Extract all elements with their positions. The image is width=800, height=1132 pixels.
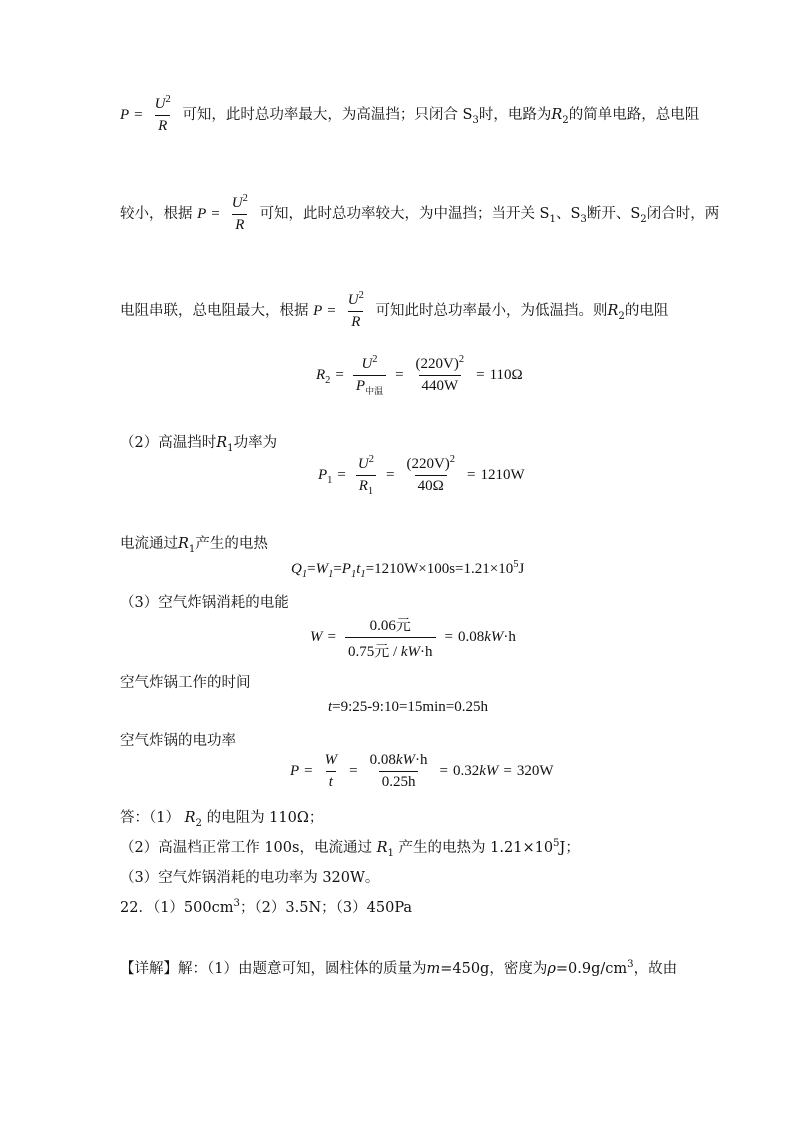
- symbol-t: t: [356, 561, 361, 577]
- unit-kw: kW: [479, 763, 499, 779]
- line-3-text: 可知此时总功率最小，为低温挡。则: [375, 303, 608, 319]
- equals-sign: =: [333, 561, 342, 577]
- equals-sign: =: [211, 206, 220, 222]
- time-calculation: =9:25-9:10=15min=0.25h: [332, 699, 488, 715]
- answer-1-prefix: 答：（1）: [120, 810, 180, 826]
- answer-3-text: （3）空气炸锅消耗的电功率为 320W。: [120, 870, 380, 886]
- subscript-medium: 中温: [365, 386, 384, 396]
- exponent: 2: [372, 354, 378, 365]
- symbol-r: R: [232, 214, 247, 234]
- symbol-r: R: [184, 810, 196, 826]
- part-2-text: （2）高温挡时: [120, 435, 217, 451]
- equals-sign: =: [335, 367, 344, 383]
- heat-calculation: =1210W×100s=1.21×10: [365, 561, 514, 577]
- line-1-text-3: 的简单电路，总电阻: [568, 107, 700, 123]
- exponent: 2: [242, 193, 248, 204]
- exponent: 2: [165, 94, 171, 105]
- exponent: 2: [368, 454, 374, 465]
- result-value: 0.32: [452, 763, 480, 779]
- symbol-u: U: [361, 356, 373, 372]
- unit-h: ·h: [420, 644, 433, 660]
- equals-sign: =: [349, 763, 358, 779]
- equation-power: [290, 752, 554, 791]
- equals-sign: =: [385, 467, 395, 483]
- equals-sign: =: [439, 763, 448, 779]
- subscript: 1: [387, 847, 394, 859]
- time-value: 0.25h: [379, 771, 419, 791]
- equals-sign: =: [337, 467, 346, 483]
- symbol-u: U: [357, 456, 369, 472]
- heat-intro: [120, 532, 268, 553]
- voltage-value: (220V): [415, 356, 459, 372]
- result-value: 110Ω: [489, 367, 523, 383]
- symbol-p: P: [290, 763, 300, 779]
- symbol-p: P: [341, 561, 351, 577]
- fraction-voltage-over-power: [413, 356, 468, 395]
- equation-energy: [310, 614, 516, 661]
- unit: J: [518, 561, 525, 577]
- equals-sign: =: [395, 367, 404, 383]
- subscript: 3: [472, 114, 479, 126]
- symbol-p: P: [120, 107, 130, 123]
- symbol-w: W: [324, 752, 338, 768]
- unit-kw: kW: [400, 644, 421, 660]
- line-2-text: 可知，此时总功率较大，为中温挡；当开关 S: [259, 206, 550, 222]
- line-3-end: 的电阻: [624, 303, 669, 319]
- answer-part-2: （2）3.5N；: [254, 900, 336, 916]
- mass-value: =450g，密度为: [440, 961, 548, 977]
- symbol-u: U: [154, 96, 166, 112]
- subscript: 1: [188, 543, 196, 555]
- fraction-u2-over-r: [345, 292, 367, 331]
- symbol-q: Q: [291, 561, 302, 577]
- symbol-w: W: [310, 629, 323, 645]
- exponent: 5: [553, 838, 560, 850]
- equation-heat: [291, 561, 524, 578]
- symbol-p: P: [197, 206, 207, 222]
- equation-time: [328, 699, 488, 716]
- equals-sign: =: [503, 763, 512, 779]
- fraction-cost-over-rate: [345, 614, 436, 661]
- symbol-p: P: [313, 303, 323, 319]
- equation-r2: [316, 356, 523, 395]
- subscript: 1: [227, 442, 234, 454]
- exponent: 2: [449, 454, 456, 465]
- detail-line: [120, 957, 677, 978]
- symbol-u: U: [347, 292, 359, 308]
- answer-part-3: （3）450Pa: [335, 900, 413, 916]
- symbol-r: R: [348, 311, 363, 331]
- subscript: 1: [327, 475, 333, 486]
- symbol-r: R: [607, 303, 619, 319]
- density-value: =0.9g/cm: [555, 961, 628, 977]
- subscript: 1: [328, 569, 334, 580]
- exponent: 2: [358, 290, 364, 301]
- power-value: 440W: [419, 375, 462, 395]
- unit-kw: kW: [484, 629, 504, 645]
- equation-p1: [318, 456, 525, 495]
- heat-intro-text: 电流通过: [120, 536, 178, 552]
- subscript: 2: [640, 213, 647, 225]
- answer-2: [120, 836, 580, 857]
- separator: ；: [239, 900, 255, 916]
- line-2-mid: 、S: [555, 206, 581, 222]
- part-3-text: （3）空气炸锅消耗的电能: [120, 595, 289, 611]
- exponent: 5: [513, 559, 519, 570]
- answer-3: [120, 866, 379, 887]
- line-1-text: 可知，此时总功率最大，为高温挡；只闭合 S: [182, 107, 473, 123]
- fraction-energy-over-time: [367, 752, 431, 791]
- question-22-answer: [120, 896, 412, 917]
- line-3-prefix: 电阻串联，总电阻最大，根据: [120, 303, 309, 319]
- power-intro: [120, 729, 236, 750]
- equals-sign: =: [327, 303, 336, 319]
- subscript: 1: [367, 486, 374, 497]
- result-value: 320W: [516, 763, 554, 779]
- part-2-end: 功率为: [233, 435, 278, 451]
- answer-2-end: J；: [559, 840, 580, 856]
- equals-sign: =: [327, 629, 336, 645]
- heat-intro-end: 产生的电热: [195, 536, 268, 552]
- detail-prefix: 解：（1）由题意可知，圆柱体的质量为: [178, 961, 427, 977]
- answer-2-mid: 产生的电热为 1.21×10: [398, 840, 554, 856]
- rate-value: 0.75元 /: [347, 644, 401, 660]
- fraction-u2-over-r1: [355, 456, 377, 495]
- fraction-u2-over-p: [353, 356, 386, 395]
- subscript: 2: [195, 817, 202, 829]
- symbol-t: t: [326, 771, 336, 791]
- symbol-w: W: [315, 561, 329, 577]
- time-intro: [120, 671, 251, 692]
- line-2-mid-2: 断开、S: [586, 206, 641, 222]
- detail-end: ，故由: [633, 961, 678, 977]
- exponent: 3: [627, 959, 634, 971]
- voltage-value: (220V): [406, 456, 450, 472]
- unit-h: ·h: [415, 752, 428, 768]
- line-1-text-2: 时，电路为: [478, 107, 552, 123]
- exponent: 2: [458, 354, 465, 365]
- formula-p-u2-r: [197, 195, 255, 234]
- line-2-prefix: 较小，根据: [120, 206, 193, 222]
- resistance-value: 40Ω: [415, 475, 447, 495]
- subscript: 2: [618, 310, 625, 322]
- result-value: 1210W: [480, 467, 525, 483]
- subscript: 2: [562, 114, 569, 126]
- symbol-t: t: [328, 699, 333, 715]
- fraction-u2-over-r: [229, 195, 251, 234]
- energy-value: 0.08: [369, 752, 396, 768]
- time-intro-text: 空气炸锅工作的时间: [120, 675, 251, 691]
- answer-1: [120, 806, 323, 827]
- formula-p-u2-r: [313, 292, 371, 331]
- symbol-rho: ρ: [547, 961, 556, 977]
- fraction-w-over-t: [322, 752, 341, 791]
- text-line-3: [120, 292, 668, 331]
- subscript: 1: [350, 569, 357, 580]
- answer-part-1: （1）500cm: [152, 900, 234, 916]
- equals-sign: =: [444, 629, 454, 645]
- symbol-r: R: [316, 367, 326, 383]
- equals-sign: =: [304, 763, 313, 779]
- exponent: 3: [233, 898, 240, 910]
- answer-1-end: 的电阻为 110Ω；: [206, 810, 324, 826]
- subscript: 1: [360, 569, 366, 580]
- cost-value: 0.06元: [369, 618, 411, 634]
- equals-sign: =: [467, 467, 476, 483]
- result-value: 0.08: [458, 629, 485, 645]
- detail-tag: 【详解】: [120, 961, 178, 977]
- symbol-r: R: [155, 115, 170, 135]
- part-2-label: [120, 431, 277, 452]
- subscript: 2: [325, 375, 331, 386]
- symbol-m: m: [426, 961, 441, 977]
- subscript: 1: [301, 569, 308, 580]
- symbol-p: P: [355, 378, 366, 394]
- formula-p-u2-r: [120, 96, 178, 135]
- power-intro-text: 空气炸锅的电功率: [120, 733, 236, 749]
- symbol-r: R: [551, 107, 563, 123]
- equals-sign: =: [307, 561, 316, 577]
- unit-kw: kW: [395, 752, 416, 768]
- subscript: 3: [580, 213, 587, 225]
- symbol-p: P: [318, 467, 328, 483]
- text-line-2: [120, 195, 719, 234]
- symbol-r: R: [358, 478, 368, 494]
- answer-2-prefix: （2）高温档正常工作 100s，电流通过: [120, 840, 372, 856]
- question-number: 22．: [120, 900, 153, 916]
- fraction-voltage-over-resistance: [403, 456, 458, 495]
- subscript: 1: [549, 213, 556, 225]
- fraction-u2-over-r: [152, 96, 174, 135]
- symbol-r: R: [376, 840, 388, 856]
- equals-sign: =: [134, 107, 143, 123]
- unit-h: ·h: [503, 629, 516, 645]
- equals-sign: =: [476, 367, 485, 383]
- text-line-1: [120, 96, 699, 135]
- line-2-end: 闭合时，两: [646, 206, 720, 222]
- symbol-r: R: [178, 536, 189, 552]
- symbol-u: U: [231, 195, 243, 211]
- symbol-r: R: [216, 435, 228, 451]
- part-3-label: [120, 591, 289, 612]
